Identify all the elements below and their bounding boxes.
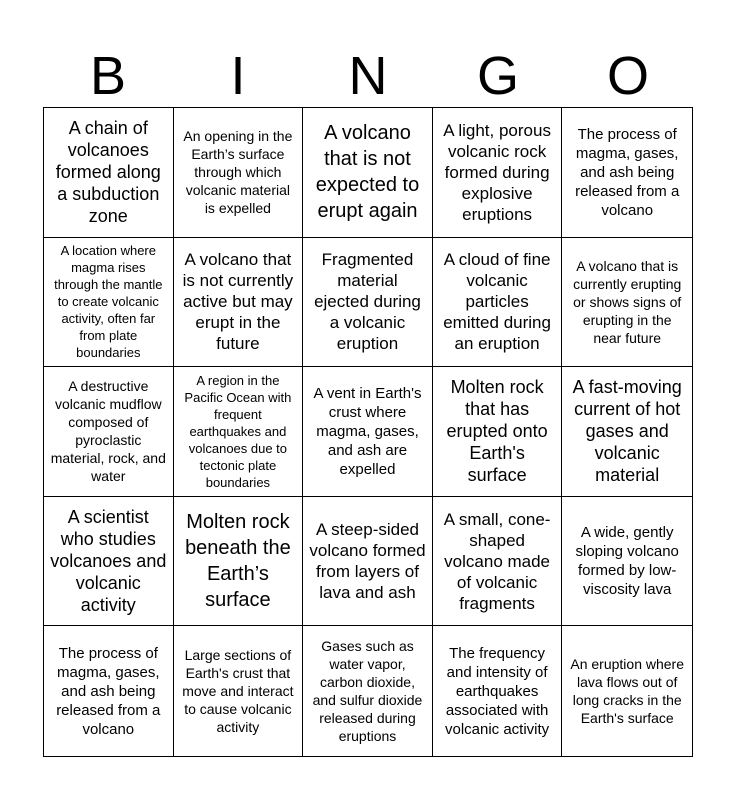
cell-text: The process of magma, gases, and ash being released from a volcano bbox=[56, 644, 161, 738]
cell-text: A chain of volcanoes formed along a subduction zone bbox=[55, 118, 161, 227]
cell-text: A steep-sided volcano formed from layers of lava and ash bbox=[309, 520, 426, 603]
bingo-header bbox=[43, 44, 693, 108]
cell-text: Gases such as water vapor, carbon dioxide, and sulfur dioxide released during eruptions bbox=[312, 638, 423, 745]
cell-text: An opening in the Earth’s surface through which volcanic material is expelled bbox=[183, 128, 293, 217]
bingo-cell[interactable] bbox=[433, 367, 563, 497]
bingo-cell[interactable] bbox=[303, 238, 433, 368]
cell-text: An eruption where lava flows out of long cracks in the Earth's surface bbox=[570, 656, 685, 727]
bingo-cell[interactable] bbox=[562, 497, 692, 627]
bingo-cell[interactable] bbox=[174, 108, 304, 238]
cell-text: A fast-moving current of hot gases and volcanic material bbox=[572, 377, 682, 486]
header-letter-b: B bbox=[89, 46, 127, 106]
bingo-cell[interactable] bbox=[303, 626, 433, 756]
cell-text: A destructive volcanic mudflow composed of pyroclastic material, rock, and water bbox=[50, 378, 166, 485]
bingo-cell[interactable] bbox=[44, 367, 174, 497]
bingo-cell[interactable] bbox=[174, 626, 304, 756]
cell-text: A location where magma rises through the mantle to create volcanic activity, often far from plate boundaries bbox=[54, 243, 163, 361]
header-letter-i: I bbox=[230, 46, 246, 106]
bingo-cell[interactable] bbox=[433, 626, 563, 756]
bingo-cell[interactable] bbox=[562, 238, 692, 368]
bingo-cell[interactable] bbox=[174, 238, 304, 368]
bingo-cell[interactable] bbox=[174, 497, 304, 627]
bingo-cell[interactable] bbox=[303, 367, 433, 497]
bingo-cell[interactable] bbox=[174, 367, 304, 497]
cell-text: Molten rock beneath the Earth’s surface bbox=[185, 511, 291, 612]
header-letter-o: O bbox=[606, 46, 649, 106]
cell-text: Molten rock that has erupted onto Earth's surface bbox=[446, 377, 548, 486]
cell-text: A scientist who studies volcanoes and volcanic activity bbox=[50, 507, 167, 616]
bingo-cell[interactable] bbox=[44, 238, 174, 368]
cell-text: Large sections of Earth's crust that move and interact to cause volcanic activity bbox=[182, 647, 294, 736]
cell-text: A volcano that is currently erupting or shows signs of erupting in the near future bbox=[573, 257, 682, 346]
bingo-card-grid bbox=[43, 107, 693, 757]
cell-text: Fragmented material ejected during a volcanic eruption bbox=[314, 250, 421, 354]
cell-text: A vent in Earth's crust where magma, gases, and ash are expelled bbox=[313, 384, 422, 478]
cell-text: A small, cone-shaped volcano made of volcanic fragments bbox=[443, 509, 551, 613]
cell-text: The process of magma, gases, and ash being released from a volcano bbox=[575, 125, 680, 219]
cell-text: A volcano that is not expected to erupt again bbox=[315, 122, 420, 223]
bingo-cell[interactable] bbox=[44, 626, 174, 756]
bingo-cell[interactable] bbox=[303, 108, 433, 238]
bingo-cell[interactable] bbox=[44, 497, 174, 627]
cell-text: A volcano that is not currently active but may erupt in the future bbox=[182, 250, 294, 354]
cell-text: The frequency and intensity of earthquakes associated with volcanic activity bbox=[444, 644, 550, 738]
cell-text: A wide, gently sloping volcano formed by low-viscosity lava bbox=[575, 524, 679, 599]
bingo-cell[interactable] bbox=[562, 626, 692, 756]
bingo-cell[interactable] bbox=[562, 367, 692, 497]
header-letter-g: G bbox=[476, 46, 519, 106]
bingo-cell[interactable] bbox=[44, 108, 174, 238]
header-letter-n: N bbox=[348, 46, 388, 106]
bingo-cell[interactable] bbox=[433, 238, 563, 368]
cell-text: A region in the Pacific Ocean with frequent earthquakes and volcanoes due to tectonic plate boundaries bbox=[184, 372, 292, 490]
cell-text: A light, porous volcanic rock formed during explosive eruptions bbox=[443, 120, 551, 224]
bingo-cell[interactable] bbox=[562, 108, 692, 238]
cell-text: A cloud of fine volcanic particles emitted during an eruption bbox=[443, 250, 551, 354]
bingo-cell[interactable] bbox=[303, 497, 433, 627]
bingo-cell[interactable] bbox=[433, 108, 563, 238]
bingo-cell[interactable] bbox=[433, 497, 563, 627]
